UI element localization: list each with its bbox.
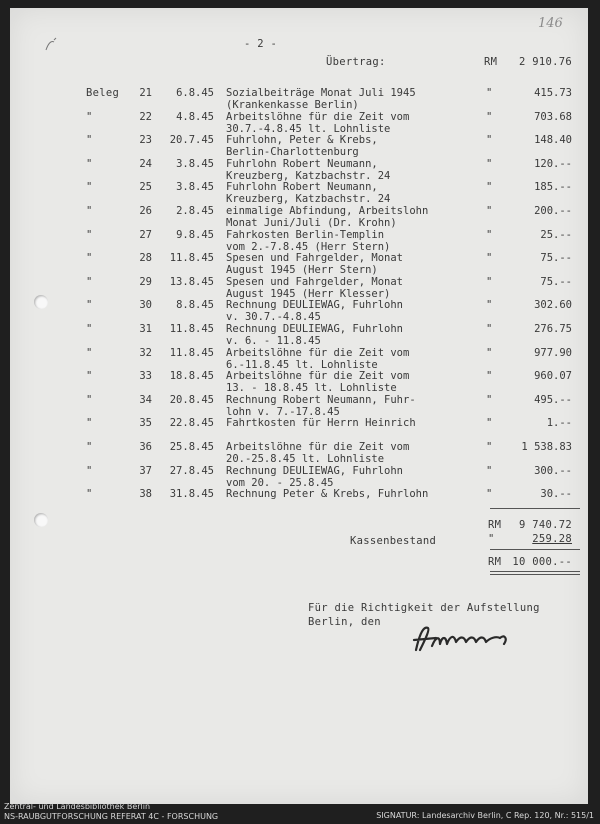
entry-date: 22.8.45: [169, 417, 214, 430]
entry-number: 36: [139, 441, 152, 453]
entry-number: 33: [139, 370, 152, 383]
amount-ditto: ": [486, 228, 493, 241]
beleg-ditto: ": [86, 275, 93, 288]
amount-ditto: ": [486, 157, 493, 170]
total-amount: 10 000.--: [512, 556, 572, 568]
entry-description: [226, 229, 390, 253]
entry-amount: 75.--: [540, 252, 572, 265]
entry-number: 25: [139, 181, 152, 194]
cash-ditto: ": [488, 533, 495, 545]
entry-amount: 1.--: [546, 417, 572, 430]
entry-number: 32: [139, 346, 152, 359]
entry-description: [226, 488, 428, 500]
amount-ditto: ": [486, 181, 493, 194]
amount-ditto: ": [486, 346, 493, 359]
entry-date: 18.8.45: [169, 370, 214, 383]
entry-number: 30: [139, 299, 152, 312]
beleg-ditto: ": [86, 299, 93, 312]
amount-ditto: ": [486, 275, 493, 288]
page-marker: - 2 -: [244, 38, 278, 50]
entry-amount: 25.--: [540, 228, 572, 241]
entry-date: 11.8.45: [169, 323, 214, 335]
beleg-ditto: ": [86, 181, 93, 194]
punch-hole-bottom: [34, 513, 48, 527]
footer-left: [4, 802, 218, 821]
entry-description: [226, 441, 409, 465]
entry-description-line1: Sozialbeiträge Monat Juli 1945: [226, 87, 416, 99]
entry-description: [226, 370, 409, 394]
entry-amount: 120.--: [534, 157, 572, 170]
entry-date: 4.8.45: [176, 110, 214, 123]
beleg-ditto: ": [86, 488, 93, 501]
entry-amount: 302.60: [534, 299, 572, 312]
entry-description-line1: einmalige Abfindung, Arbeitslohn: [226, 205, 429, 217]
entry-description-line2: August 1945 (Herr Klesser): [226, 287, 391, 300]
entry-date: 8.8.45: [176, 299, 214, 312]
entry-date: 9.8.45: [176, 228, 214, 241]
entry-date: 3.8.45: [176, 181, 214, 194]
entry-description: [226, 417, 416, 429]
entry-description: [226, 276, 403, 300]
entry-number: 29: [139, 275, 152, 288]
carry-amount: 2 910.76: [519, 56, 572, 68]
entry-description: [226, 299, 403, 323]
amount-ditto: ": [486, 441, 493, 453]
subtotal-amount: 9 740.72: [519, 519, 572, 531]
entry-description: [226, 465, 403, 489]
total-underline-1: [490, 571, 580, 572]
entry-date: 6.8.45: [176, 87, 214, 99]
entry-description-line2: v. 30.7.-4.8.45: [226, 311, 321, 324]
entry-amount: 703.68: [534, 110, 572, 123]
entry-number: 27: [139, 228, 152, 241]
beleg-label: Beleg: [86, 87, 120, 99]
entry-description-line2: Kreuzberg, Katzbachstr. 24: [226, 169, 391, 182]
total-underline-2: [490, 574, 580, 575]
amount-ditto: ": [486, 393, 493, 406]
entry-description-line1: Fahrkosten Berlin-Templin: [226, 228, 385, 241]
entry-description-line1: Spesen und Fahrgelder, Monat: [226, 252, 404, 265]
entry-description: [226, 252, 403, 276]
entry-description-line1: Rechnung DEULIEWAG, Fuhrlohn: [226, 464, 404, 477]
entry-description-line2: vom 2.-7.8.45 (Herr Stern): [226, 240, 391, 253]
entry-description-line2: Berlin-Charlottenburg: [226, 146, 359, 159]
entry-description-line2: Monat Juni/Juli (Dr. Krohn): [226, 217, 397, 229]
beleg-ditto: ": [86, 228, 93, 241]
amount-ditto: ": [486, 299, 493, 312]
cash-amount: 259.28: [532, 533, 572, 545]
entry-description-line1: Rechnung DEULIEWAG, Fuhrlohn: [226, 299, 404, 312]
beleg-ditto: ": [86, 417, 93, 430]
entry-amount: 300.--: [534, 464, 572, 477]
entry-description-line2: (Krankenkasse Berlin): [226, 99, 359, 111]
subtotal-rule: [490, 508, 580, 509]
entry-description-line1: Fuhrlohn, Peter & Krebs,: [226, 134, 378, 147]
entry-number: 37: [139, 464, 152, 477]
entry-number: 28: [139, 252, 152, 265]
place-date-line: Berlin, den: [308, 616, 381, 628]
amount-ditto: ": [486, 252, 493, 265]
beleg-ditto: ": [86, 346, 93, 359]
beleg-ditto: ": [86, 110, 93, 123]
entry-description-line2: Kreuzberg, Katzbachstr. 24: [226, 193, 391, 206]
entry-description-line1: Rechnung DEULIEWAG, Fuhrlohn: [226, 323, 404, 335]
entry-date: 31.8.45: [169, 488, 214, 501]
entry-amount: 30.--: [540, 488, 572, 501]
entry-description-line1: Arbeitslöhne für die Zeit vom: [226, 441, 410, 453]
footer-library: Zentral- und Landesbibliothek Berlin: [4, 802, 151, 811]
entry-description-line2: lohn v. 7.-17.8.45: [226, 405, 340, 418]
beleg-ditto: ": [86, 157, 93, 170]
entry-number: 31: [139, 323, 152, 335]
amount-ditto: ": [486, 110, 493, 123]
entry-amount: 415.73: [534, 87, 572, 99]
entry-description-line1: Arbeitslöhne für die Zeit vom: [226, 110, 410, 123]
entry-description: [226, 158, 390, 182]
entry-date: 27.8.45: [169, 464, 214, 477]
entry-amount: 495.--: [534, 393, 572, 406]
entry-description-line2: vom 20. - 25.8.45: [226, 476, 334, 489]
amount-ditto: ": [486, 205, 493, 217]
entry-description-line1: Fuhrlohn Robert Neumann,: [226, 157, 378, 170]
entry-amount: 148.40: [534, 134, 572, 147]
entry-amount: 960.07: [534, 370, 572, 383]
punch-hole-top: [34, 295, 48, 309]
entry-description-line2: v. 6. - 11.8.45: [226, 335, 321, 347]
entry-date: 20.8.45: [169, 393, 214, 406]
beleg-ditto: ": [86, 464, 93, 477]
entry-description-line1: Fahrtkosten für Herrn Heinrich: [226, 417, 416, 430]
entry-date: 20.7.45: [169, 134, 214, 147]
entry-description: [226, 323, 403, 347]
entry-description: [226, 205, 428, 229]
entry-description-line2: 13. - 18.8.45 lt. Lohnliste: [226, 382, 397, 395]
entry-description-line1: Spesen und Fahrgelder, Monat: [226, 275, 404, 288]
entry-date: 13.8.45: [169, 275, 214, 288]
pencil-mark: [42, 36, 62, 54]
entry-date: 25.8.45: [169, 441, 214, 453]
entry-number: 26: [139, 205, 152, 217]
footer-signature-ref: SIGNATUR: Landesarchiv Berlin, C Rep. 120, Nr.: 515/1: [376, 811, 594, 820]
carry-label: Übertrag:: [326, 56, 386, 68]
entry-number: 21: [139, 87, 152, 99]
entry-description-line2: 30.7.-4.8.45 lt. Lohnliste: [226, 122, 391, 135]
handwritten-page-number: 146: [538, 16, 563, 31]
certification-line: Für die Richtigkeit der Aufstellung: [308, 602, 540, 614]
entry-number: 38: [139, 488, 152, 501]
entry-amount: 1 538.83: [521, 441, 572, 453]
beleg-ditto: ": [86, 393, 93, 406]
entry-amount: 185.--: [534, 181, 572, 194]
entry-amount: 276.75: [534, 323, 572, 335]
beleg-ditto: ": [86, 252, 93, 265]
entry-description-line1: Arbeitslöhne für die Zeit vom: [226, 370, 410, 383]
entry-date: 11.8.45: [169, 346, 214, 359]
ledger-entry: [10, 488, 588, 518]
handwritten-signature: [410, 620, 520, 658]
amount-ditto: ": [486, 370, 493, 383]
entry-description: [226, 347, 409, 371]
cash-label: Kassenbestand: [350, 535, 437, 547]
amount-ditto: ": [486, 134, 493, 147]
entry-description-line2: August 1945 (Herr Stern): [226, 264, 378, 277]
entry-description-line2: 6.-11.8.45 lt. Lohnliste: [226, 358, 378, 371]
entry-description: [226, 181, 390, 205]
entry-number: 35: [139, 417, 152, 430]
entry-number: 22: [139, 110, 152, 123]
entry-amount: 200.--: [534, 205, 572, 217]
entry-description-line1: Rechnung Peter & Krebs, Fuhrlohn: [226, 488, 429, 501]
beleg-ditto: ": [86, 205, 93, 217]
beleg-ditto: ": [86, 370, 93, 383]
total-rule: [490, 549, 580, 550]
entry-amount: 977.90: [534, 346, 572, 359]
document-page: [10, 8, 588, 804]
carry-currency: RM: [484, 56, 498, 68]
entry-number: 24: [139, 157, 152, 170]
amount-ditto: ": [486, 87, 493, 99]
total-currency: RM: [488, 556, 502, 568]
entry-description: [226, 394, 416, 418]
entry-description-line2: 20.-25.8.45 lt. Lohnliste: [226, 453, 385, 465]
beleg-ditto: ": [86, 441, 93, 453]
entry-description-line1: Arbeitslöhne für die Zeit vom: [226, 346, 410, 359]
entry-description-line1: Rechnung Robert Neumann, Fuhr-: [226, 393, 416, 406]
amount-ditto: ": [486, 464, 493, 477]
entry-number: 34: [139, 393, 152, 406]
entry-description: [226, 111, 409, 135]
amount-ditto: ": [486, 488, 493, 501]
beleg-ditto: ": [86, 323, 93, 335]
amount-ditto: ": [486, 417, 493, 430]
entry-date: 2.8.45: [176, 205, 214, 217]
entry-date: 11.8.45: [169, 252, 214, 265]
entry-date: 3.8.45: [176, 157, 214, 170]
subtotal-currency: RM: [488, 519, 502, 531]
footer-department: NS-RAUBGUTFORSCHUNG REFERAT 4C - FORSCHUNG: [4, 811, 219, 821]
amount-ditto: ": [486, 323, 493, 335]
entry-description: [226, 134, 378, 158]
entry-description-line1: Fuhrlohn Robert Neumann,: [226, 181, 378, 194]
entry-number: 23: [139, 134, 152, 147]
beleg-ditto: ": [86, 134, 93, 147]
entry-description: [226, 87, 416, 111]
entry-amount: 75.--: [540, 275, 572, 288]
